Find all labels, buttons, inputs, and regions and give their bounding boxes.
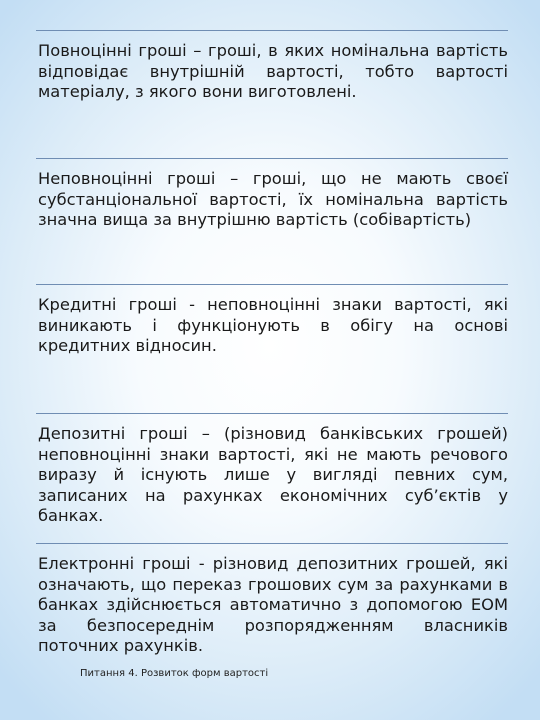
slide-footer: Питання 4. Розвиток форм вартості xyxy=(80,668,269,679)
definition-text: Повноцінні гроші – гроші, в яких номінальна вартість відповідає внутрішній вартості, тобто вартості матеріалу, з якого вони виготовлені. xyxy=(38,41,508,101)
definition-text: Депозитні гроші – (різновид банківських грошей) неповноцінні знаки вартості, які не мають речового виразу й існують лише у вигляді певних сум, записаних на рахунках економічних суб’єктів у банках. xyxy=(38,424,508,525)
definition-text: Електронні гроші - різновид депозитних грошей, які означають, що переказ грошових сум за рахунками в банках здійснюється автоматично з допомогою ЕОМ за безпосереднім розпорядженням власників поточних рахунків. xyxy=(38,554,508,655)
definition-electronic-money xyxy=(36,543,508,657)
definition-text: Кредитні гроші - неповноцінні знаки вартості, які виникають і функціонують в обігу на основі кредитних відносин. xyxy=(38,295,508,355)
definition-full-value-money xyxy=(36,30,508,103)
definition-token-money xyxy=(36,158,508,231)
definition-credit-money xyxy=(36,284,508,357)
definition-deposit-money xyxy=(36,413,508,527)
definition-text: Неповноцінні гроші – гроші, що не мають своєї субстанціональної вартості, їх номінальна вартість значна вища за внутрішню вартість (собівартість) xyxy=(38,169,508,229)
